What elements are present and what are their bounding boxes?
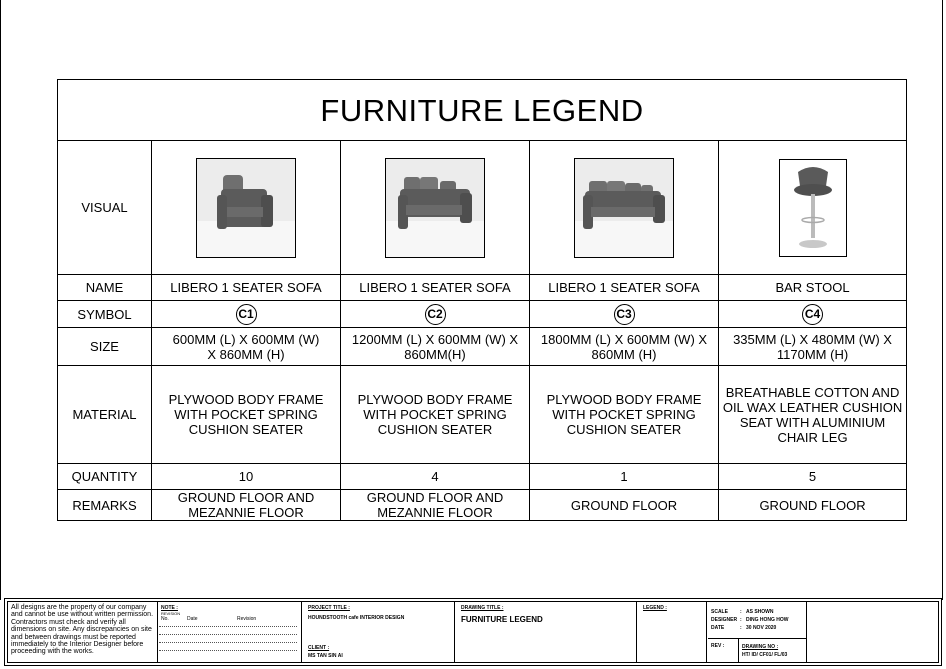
scale-value: AS SHOWN	[746, 609, 774, 615]
scale-label: SCALE	[711, 609, 728, 615]
rev-divider	[738, 638, 739, 662]
row-label-size: SIZE	[58, 328, 152, 366]
name-c3: LIBERO 1 SEATER SOFA	[530, 275, 719, 301]
project-title: HOUNDSTOOTH cafe INTERIOR DESIGN	[308, 615, 405, 621]
row-label-name: NAME	[58, 275, 152, 301]
row-label-symbol: SYMBOL	[58, 301, 152, 328]
material-c2: PLYWOOD BODY FRAME WITH POCKET SPRING CUSHION SEATER	[341, 366, 530, 464]
project-section	[305, 602, 455, 662]
drawing-no: HT/ ID/ CF01/ FL/03	[742, 652, 788, 658]
remarks-c2: GROUND FLOOR AND MEZANNIE FLOOR	[341, 490, 530, 521]
visual-c2	[341, 141, 530, 275]
drawing-no-label: DRAWING NO :	[742, 644, 779, 650]
info-divider	[708, 638, 806, 639]
material-c3: PLYWOOD BODY FRAME WITH POCKET SPRING CUSHION SEATER	[530, 366, 719, 464]
row-label-quantity: QUANTITY	[58, 464, 152, 490]
symbol-cell-c2	[341, 301, 530, 328]
size-c1: 600MM (L) X 600MM (W) X 860MM (H)	[152, 328, 341, 366]
designer-value: DING HONG HOW	[746, 617, 789, 623]
quantity-c4: 5	[719, 464, 907, 490]
three-seater-sofa-photo	[574, 158, 674, 258]
visual-c1	[152, 141, 341, 275]
symbol-cell-c3	[530, 301, 719, 328]
designer-label: DESIGNER	[711, 617, 738, 623]
symbol-cell-c4	[719, 301, 907, 328]
note-row	[159, 642, 297, 643]
bar-stool-photo	[779, 159, 847, 257]
row-label-remarks: REMARKS	[58, 490, 152, 521]
note-row	[159, 634, 297, 635]
remarks-c1: GROUND FLOOR AND MEZANNIE FLOOR	[152, 490, 341, 521]
drawing-title-section	[458, 602, 637, 662]
legend-label: LEGEND :	[643, 605, 667, 611]
project-title-label: PROJECT TITLE :	[308, 605, 350, 611]
note-header-no: No.	[161, 616, 169, 622]
symbol-c4: C4	[802, 304, 823, 325]
rev-label: REV :	[711, 643, 725, 649]
note-label: NOTE :	[161, 605, 178, 611]
row-label-material: MATERIAL	[58, 366, 152, 464]
note-row	[159, 650, 297, 651]
quantity-c3: 1	[530, 464, 719, 490]
client-name: MS TAN SIN AI	[308, 653, 343, 659]
note-header-date: Date	[187, 616, 198, 622]
remarks-c3: GROUND FLOOR	[530, 490, 719, 521]
material-c4: BREATHABLE COTTON AND OIL WAX LEATHER CUSHION SEAT WITH ALUMINIUM CHAIR LEG	[719, 366, 907, 464]
client-label: CLIENT :	[308, 645, 330, 651]
name-c2: LIBERO 1 SEATER SOFA	[341, 275, 530, 301]
disclaimer: All designs are the property of our company and cannot be use without written permission. Contractors must check and verify all dimensions on site. Any discrepancies on site and between drawings must be reported immediately to the Interior Designer before proceeding with the works.	[8, 602, 158, 662]
date-label: DATE	[711, 625, 725, 631]
size-c3: 1800MM (L) X 600MM (W) X 860MM (H)	[530, 328, 719, 366]
revision-label: REVISION	[161, 611, 181, 616]
info-section: SCALE AS SHOWN : DESIGNER : DING HONG HOW DATE : 30 NOV 2020 REV : DRAWING NO : HT/ ID/ CF01/ FL/03	[708, 602, 807, 662]
date-value: 30 NOV 2020	[746, 625, 777, 631]
drawing-title-label: DRAWING TITLE :	[461, 605, 504, 611]
title-block-inner	[7, 601, 939, 663]
two-seater-sofa-photo	[385, 158, 485, 258]
size-c2: 1200MM (L) X 600MM (W) X 860MM(H)	[341, 328, 530, 366]
title-block	[4, 598, 942, 666]
furniture-legend-table	[57, 79, 907, 521]
symbol-c3: C3	[614, 304, 635, 325]
symbol-c1: C1	[236, 304, 257, 325]
size-c4: 335MM (L) X 480MM (W) X 1170MM (H)	[719, 328, 907, 366]
visual-c4	[719, 141, 907, 275]
material-c1: PLYWOOD BODY FRAME WITH POCKET SPRING CUSHION SEATER	[152, 366, 341, 464]
quantity-c1: 10	[152, 464, 341, 490]
note-row	[159, 626, 297, 627]
quantity-c2: 4	[341, 464, 530, 490]
visual-c3	[530, 141, 719, 275]
name-c4: BAR STOOL	[719, 275, 907, 301]
remarks-c4: GROUND FLOOR	[719, 490, 907, 521]
legend-section	[640, 602, 707, 662]
sheet-border-left	[0, 0, 1, 600]
sheet-border-right	[942, 0, 943, 600]
note-section	[157, 602, 302, 662]
note-header-revision: Revision	[237, 616, 257, 622]
symbol-c2: C2	[425, 304, 446, 325]
one-seater-sofa-photo	[196, 158, 296, 258]
legend-title: FURNITURE LEGEND	[58, 80, 907, 141]
name-c1: LIBERO 1 SEATER SOFA	[152, 275, 341, 301]
row-label-visual: VISUAL	[58, 141, 152, 275]
symbol-cell-c1	[152, 301, 341, 328]
drawing-title: FURNITURE LEGEND	[461, 615, 543, 624]
